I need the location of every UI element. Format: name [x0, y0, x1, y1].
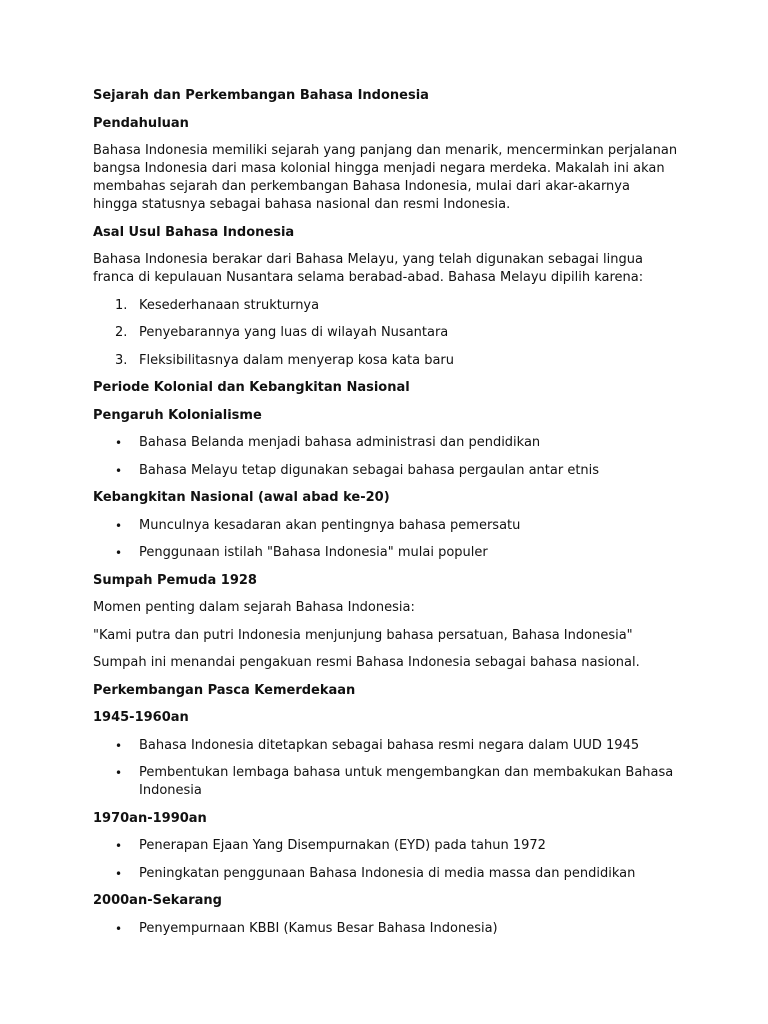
list-item-text: Pembentukan lembaga bahasa untuk mengembangkan dan membakukan Bahasa Indonesia	[139, 765, 674, 798]
paragraph-sumpah-quote: "Kami putra dan putri Indonesia menjunjung bahasa persatuan, Bahasa Indonesia"	[93, 627, 633, 643]
list-number: 2.	[115, 325, 128, 340]
list-item	[93, 434, 678, 452]
list-item	[93, 920, 678, 938]
list-number: 3.	[115, 352, 128, 368]
bullet-icon: •	[115, 839, 123, 853]
subsection-heading-kebangkitan: Kebangkitan Nasional (awal abad ke-20)	[93, 490, 390, 505]
list-item	[93, 297, 678, 315]
list-item-text: Penerapan Ejaan Yang Disempurnakan (EYD) pada tahun 1972	[139, 838, 546, 853]
bullet-icon: •	[115, 436, 123, 450]
list-item-text: Penyempurnaan KBBI (Kamus Besar Bahasa Indonesia)	[139, 920, 498, 936]
list-item	[93, 764, 678, 800]
paragraph-sumpah-closing: Sumpah ini menandai pengakuan resmi Bahasa Indonesia sebagai bahasa nasional.	[93, 655, 640, 670]
list-item-text: Penggunaan istilah "Bahasa Indonesia" mulai populer	[139, 545, 488, 560]
subsection-heading-2000: 2000an-Sekarang	[93, 893, 222, 908]
subsection-heading-1970: 1970an-1990an	[93, 810, 207, 826]
bullet-list-kebangkitan	[93, 517, 678, 563]
section-heading-sumpah: Sumpah Pemuda 1928	[93, 572, 257, 588]
list-item-text: Munculnya kesadaran akan pentingnya bahasa pemersatu	[139, 517, 521, 533]
bullet-list-1945	[93, 737, 678, 801]
list-item	[93, 544, 678, 562]
bullet-icon: •	[115, 921, 123, 936]
paragraph-pendahuluan: Bahasa Indonesia memiliki sejarah yang panjang dan menarik, mencerminkan perjalanan bangsa Indonesia dari masa kolonial hingga menjadi negara merdeka. Makalah ini akan membahas sejarah dan perkembangan Bahasa Indonesia, mulai dari akar-akarnya hingga statusnya sebagai bahasa nasional dan resmi Indonesia.	[93, 143, 678, 212]
paragraph-sumpah-intro: Momen penting dalam sejarah Bahasa Indonesia:	[93, 600, 415, 615]
list-item	[93, 352, 678, 370]
bullet-list-2000	[93, 920, 678, 938]
bullet-list-1970	[93, 837, 678, 883]
section-heading-asal-usul: Asal Usul Bahasa Indonesia	[93, 224, 295, 240]
bullet-list-pengaruh	[93, 434, 678, 480]
document-title: Sejarah dan Perkembangan Bahasa Indonesia	[93, 88, 429, 103]
bullet-icon: •	[115, 546, 123, 560]
paragraph-asal-usul: Bahasa Indonesia berakar dari Bahasa Melayu, yang telah digunakan sebagai lingua franca di kepulauan Nusantara selama berabad-abad. Bahasa Melayu dipilih karena:	[93, 252, 644, 285]
numbered-list-reasons	[93, 297, 678, 370]
section-heading-pendahuluan: Pendahuluan	[93, 115, 189, 131]
list-item-text: Bahasa Belanda menjadi bahasa administrasi dan pendidikan	[139, 435, 541, 450]
list-item	[93, 324, 678, 342]
list-item	[93, 837, 678, 855]
list-item	[93, 462, 678, 480]
list-item	[93, 737, 678, 755]
list-item-text: Kesederhanaan strukturnya	[139, 297, 320, 313]
list-item-text: Fleksibilitasnya dalam menyerap kosa kata baru	[139, 352, 454, 368]
section-heading-pasca: Perkembangan Pasca Kemerdekaan	[93, 682, 356, 698]
subsection-heading-pengaruh: Pengaruh Kolonialisme	[93, 407, 262, 423]
list-item-text: Bahasa Melayu tetap digunakan sebagai bahasa pergaulan antar etnis	[139, 462, 600, 478]
bullet-icon: •	[115, 738, 123, 753]
bullet-icon: •	[115, 866, 123, 881]
list-item-text: Peningkatan penggunaan Bahasa Indonesia di media massa dan pendidikan	[139, 865, 636, 881]
bullet-icon: •	[115, 518, 123, 533]
list-item	[93, 517, 678, 535]
section-heading-kolonial: Periode Kolonial dan Kebangkitan Nasional	[93, 380, 410, 395]
list-number: 1.	[115, 297, 128, 313]
bullet-icon: •	[115, 463, 123, 478]
list-item-text: Bahasa Indonesia ditetapkan sebagai bahasa resmi negara dalam UUD 1945	[139, 737, 640, 753]
list-item	[93, 865, 678, 883]
bullet-icon: •	[115, 766, 123, 780]
subsection-heading-1945: 1945-1960an	[93, 710, 189, 725]
list-item-text: Penyebarannya yang luas di wilayah Nusantara	[139, 325, 449, 340]
